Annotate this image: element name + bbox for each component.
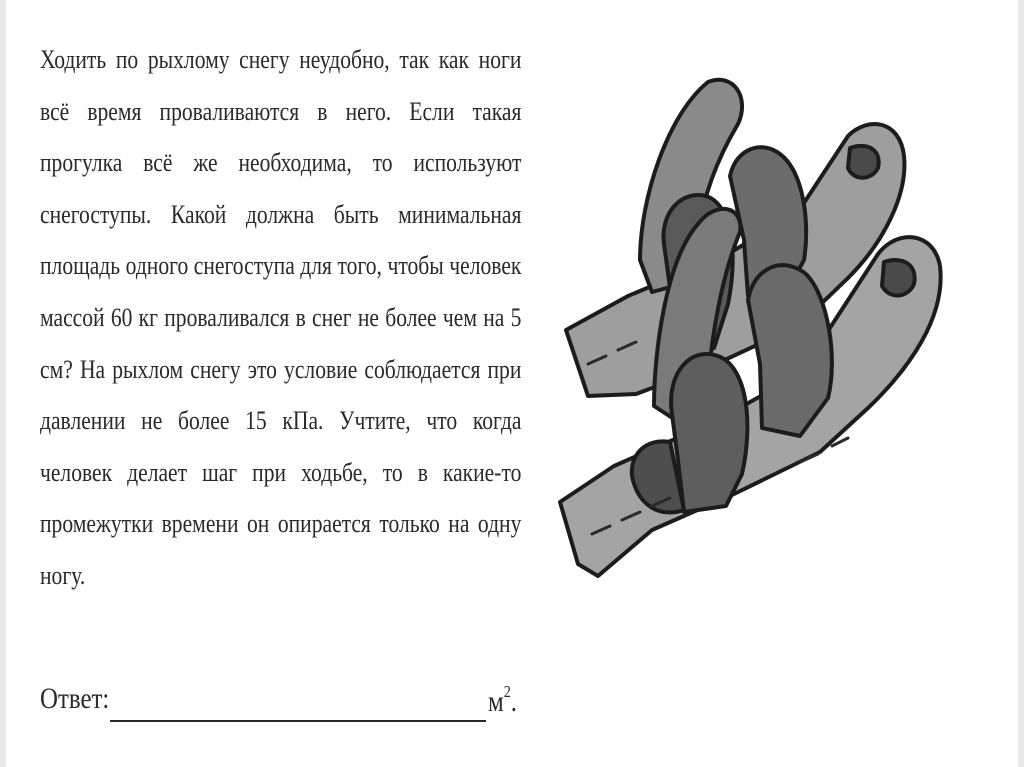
- front-snowshoe-hole: [882, 260, 915, 296]
- answer-unit-text: м: [488, 685, 504, 718]
- answer-unit-end: .: [510, 685, 518, 718]
- slide-edge-right: [1018, 0, 1024, 767]
- front-binding-strap-3: [671, 354, 747, 512]
- snowshoes-illustration: [548, 64, 968, 590]
- answer-blank-line: [110, 720, 486, 722]
- problem-text: Ходить по рыхлому снегу неудобно, так как ноги всё время проваливаются в него. Если такая прогулка всё же необходима, то используют снегоступы. Какой должна быть минимальная площадь одного снегоступа для того, чтобы человек массой 60 кг проваливался в снег не более чем на 5 см? На рыхлом снегу это условие соблюдается при давлении не более 15 кПа. Учтите, что когда человек делает шаг при ходьбе, то в какие-то промежутки времени он опирается только на одну ногу.: [40, 45, 522, 590]
- answer-unit: [488, 682, 517, 719]
- front-binding-strap-2: [748, 265, 832, 436]
- answer-label: Ответ:: [40, 682, 110, 715]
- slide-edge-left: [0, 0, 6, 767]
- answer-unit-power: 2: [503, 682, 511, 701]
- back-snowshoe-hole: [848, 146, 879, 178]
